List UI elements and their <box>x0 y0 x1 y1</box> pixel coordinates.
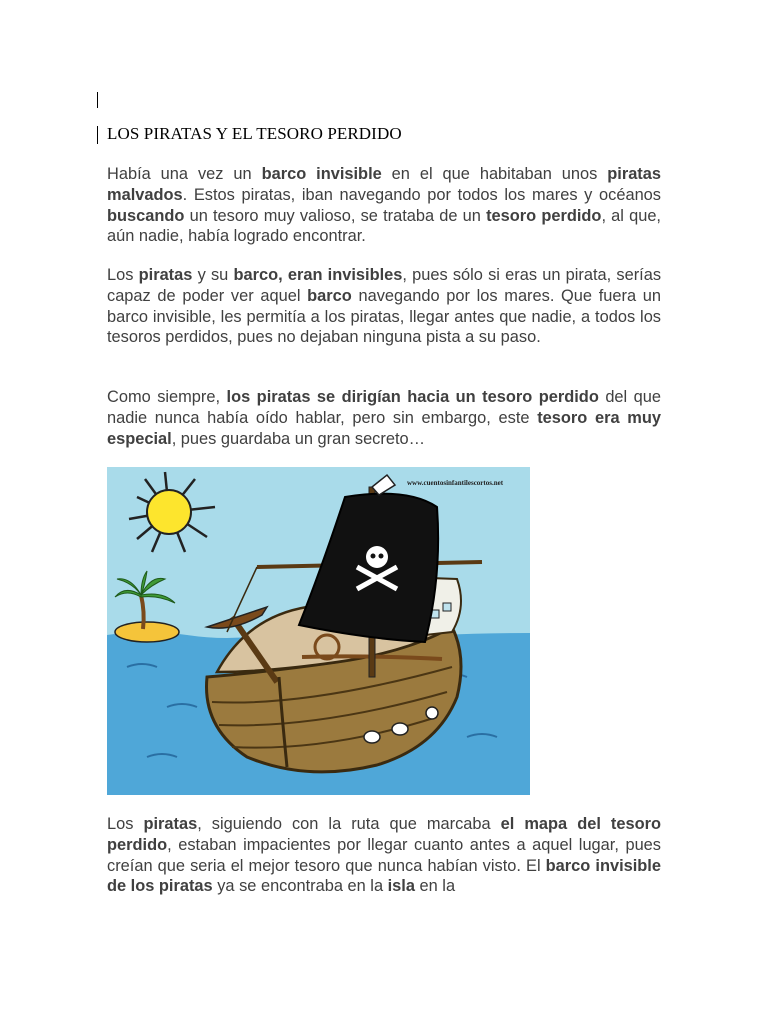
bold-run: los piratas se dirigían hacia un tesoro perdido <box>226 388 599 406</box>
bold-run: barco, eran invisibles <box>233 266 403 284</box>
bold-run: isla <box>387 877 415 896</box>
bold-run: barco invisible de los piratas <box>107 856 661 896</box>
text-cursor-title <box>97 126 98 144</box>
sun-disc <box>147 490 191 534</box>
text-run: y su <box>192 266 234 284</box>
text-run: Había una vez un <box>107 165 262 183</box>
bold-run: el mapa del tesoro perdido <box>107 815 661 854</box>
bold-run: barco invisible <box>261 165 382 183</box>
text-run: , al que, aún nadie, había logrado encontrar. <box>107 206 661 246</box>
text-run: en la <box>414 877 456 896</box>
bold-run: barco <box>307 286 352 305</box>
text-run: en el que habitaban unos <box>381 165 608 183</box>
bold-run: tesoro era muy especial <box>107 408 662 448</box>
bold-run: buscando <box>107 206 185 225</box>
document-title: LOS PIRATAS Y EL TESORO PERDIDO <box>107 124 402 143</box>
text-run: navegando por los mares. Que fuera un barco invisible, les permitía a los piratas, llegar antes que nadie, a todos los tesoros perdidos, pues no dejaban ninguna pista a su paso. <box>107 286 661 347</box>
pirate-ship-illustration <box>107 467 530 795</box>
bold-run: piratas <box>143 815 198 833</box>
text-run: Como siempre, <box>107 388 227 406</box>
text-run: ya se encontraba en la <box>212 877 388 896</box>
paragraph-4 <box>107 814 661 897</box>
text-run: . Estos piratas, iban navegando por todos los mares y océanos <box>182 185 661 204</box>
text-run: del que nadie nunca había oído hablar, pero sin embargo, este <box>107 388 662 427</box>
text-run: , pues guardaba un gran secreto… <box>171 429 426 448</box>
text-run: un tesoro muy valioso, se trataba de un <box>184 206 487 225</box>
paragraph-1 <box>107 164 661 247</box>
text-cursor <box>97 92 98 108</box>
bold-run: tesoro perdido <box>486 206 602 225</box>
illustration-watermark: www.cuentosinfantilescortos.net <box>407 479 504 487</box>
text-run: , estaban impacientes por llegar cuanto antes a aquel lugar, pues creían que seria el mejor tesoro que nunca habían visto. El <box>107 835 661 875</box>
text-run: , siguiendo con la ruta que marcaba <box>197 815 501 833</box>
bold-run: piratas <box>138 266 193 284</box>
bold-run: piratas malvados <box>107 165 661 204</box>
paragraph-2 <box>107 265 661 348</box>
text-run: , pues sólo si eras un pirata, serías capaz de poder ver aquel <box>107 266 662 305</box>
text-run: Los <box>107 815 144 833</box>
island <box>115 622 179 642</box>
paragraph-3 <box>107 387 661 449</box>
text-run: Los <box>107 266 139 284</box>
